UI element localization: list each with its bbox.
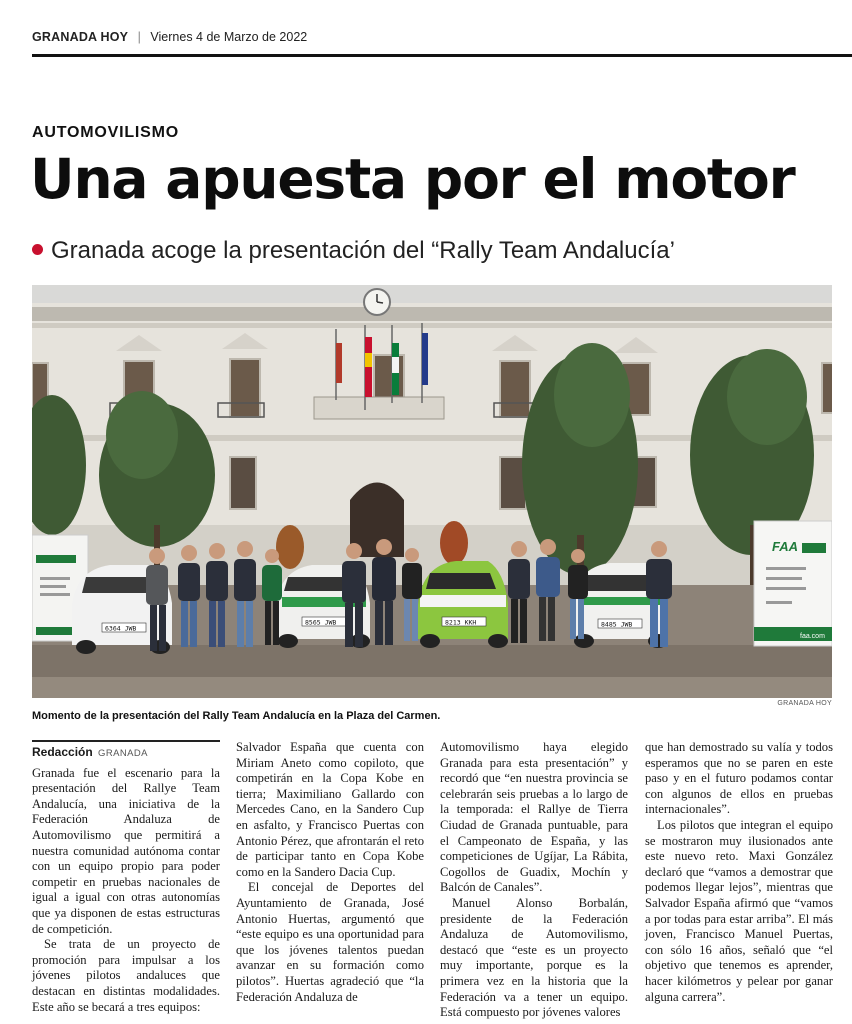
article-photo bbox=[32, 285, 832, 698]
text-column-1 bbox=[32, 740, 220, 1015]
license-plate: 8213 KKH bbox=[445, 618, 477, 627]
rally-car-3 bbox=[418, 561, 508, 648]
byline bbox=[32, 745, 220, 762]
masthead bbox=[32, 30, 852, 44]
paragraph: Salvador España que cuenta con Miriam Aneto como copiloto, que competirán en la Copa Kobe en tierra; Maximiliano Gallardo con Mercedes Cano, en la Sandero Cup en asfalto, y Francisco Puertas con Antonio Pérez, que afrontarán el reto de participar tanto en Copa Kobe como en la Sandero Dacia Cup. bbox=[236, 740, 424, 879]
byline-rule bbox=[32, 740, 220, 742]
subheadline bbox=[32, 237, 675, 265]
headline: Una apuesta por el motor bbox=[30, 147, 795, 211]
issue-date: Viernes 4 de Marzo de 2022 bbox=[150, 30, 308, 44]
section-label: AUTOMOVILISMO bbox=[32, 124, 179, 141]
license-plate: 6364 JWB bbox=[105, 624, 137, 633]
paragraph: El concejal de Deportes del Ayuntamiento de Granada, José Antonio Huertas, argumentó que “este equipo es una oportunidad para que los jóvenes talentos puedan avanzar en su formación como pilotos”. Huertas agradeció que “la Federación Andaluza de bbox=[236, 880, 424, 1004]
text-column-2 bbox=[236, 740, 424, 1005]
license-plate: 8565 JWB bbox=[305, 618, 337, 627]
faa-banner-right bbox=[754, 521, 832, 646]
photo-caption: Momento de la presentación del Rally Team Andalucía en la Plaza del Carmen. bbox=[32, 710, 441, 722]
photo-credit: GRANADA HOY bbox=[777, 700, 832, 707]
paragraph: Se trata de un proyecto de promoción para impulsar a los jóvenes pilotos andaluces que destacan en distintas modalidades. Este año se becará a tres equipos: bbox=[32, 937, 220, 1014]
byline-author: Redacción bbox=[32, 745, 93, 759]
masthead-rule bbox=[32, 54, 852, 57]
paragraph: Los pilotos que integran el equipo se mostraron muy ilusionados ante este nuevo reto. Maxi González declaró que “vamos a demostrar que podemos llegar lejos”, mientras que Salvador España afirmó que “vamos a por todas para estar arriba”. El más joven, Francisco Manuel Puertas, con sólo 16 años, señaló que “el objetivo que tenemos es aprender, hacer kilómetros y pelear por ganar alguna carrera”. bbox=[645, 817, 833, 1004]
masthead-separator: | bbox=[137, 30, 141, 44]
paragraph: Automovilismo haya elegido Granada para esta presentación” y recordó que “en nuestra provincia se celebrarán seis pruebas a lo largo de la temporada: el Rallye de Tierra Ciudad de Granada puntuable, para el Campeonato de España, y las competiciones de Ugíjar, La Rábita, Cogollos de Guadix, Mochín y Balcón de Canales”. bbox=[440, 740, 628, 895]
subheadline-text: Granada acoge la presentación del “Rally Team Andalucía’ bbox=[51, 237, 675, 264]
license-plate: 8485 JWB bbox=[601, 620, 633, 629]
banner-url: faa.com bbox=[800, 633, 825, 640]
text-column-3 bbox=[440, 740, 628, 1021]
red-bullet-icon bbox=[32, 244, 43, 255]
paragraph: que han demostrado su valía y todos esperamos que no se paren en este paso y en el futuro podamos contar con algunos de ellos en pruebas internacionales”. bbox=[645, 740, 833, 817]
newspaper-name: GRANADA HOY bbox=[32, 30, 129, 44]
byline-location: GRANADA bbox=[98, 748, 148, 759]
banner-logo: FAA bbox=[772, 539, 798, 554]
text-column-4 bbox=[645, 740, 833, 1005]
paragraph: Manuel Alonso Borbalán, presidente de la Federación Andaluza de Automovilismo, destacó que “este es un proyecto muy importante, porque es la primera vez en la historia que la Federación va a tener un equipo. Está compuesto por jóvenes valores bbox=[440, 895, 628, 1020]
paragraph: Granada fue el escenario para la presentación del Rallye Team Andalucía, una iniciativa de la Federación Andaluza de Automovilismo que permitirá a nuestra comunidad autónoma contar con un equipo propio para poder competir en pruebas nacionales de igual a igual con otras autonomías que ya disponen de estas estructuras de competición. bbox=[32, 765, 220, 936]
